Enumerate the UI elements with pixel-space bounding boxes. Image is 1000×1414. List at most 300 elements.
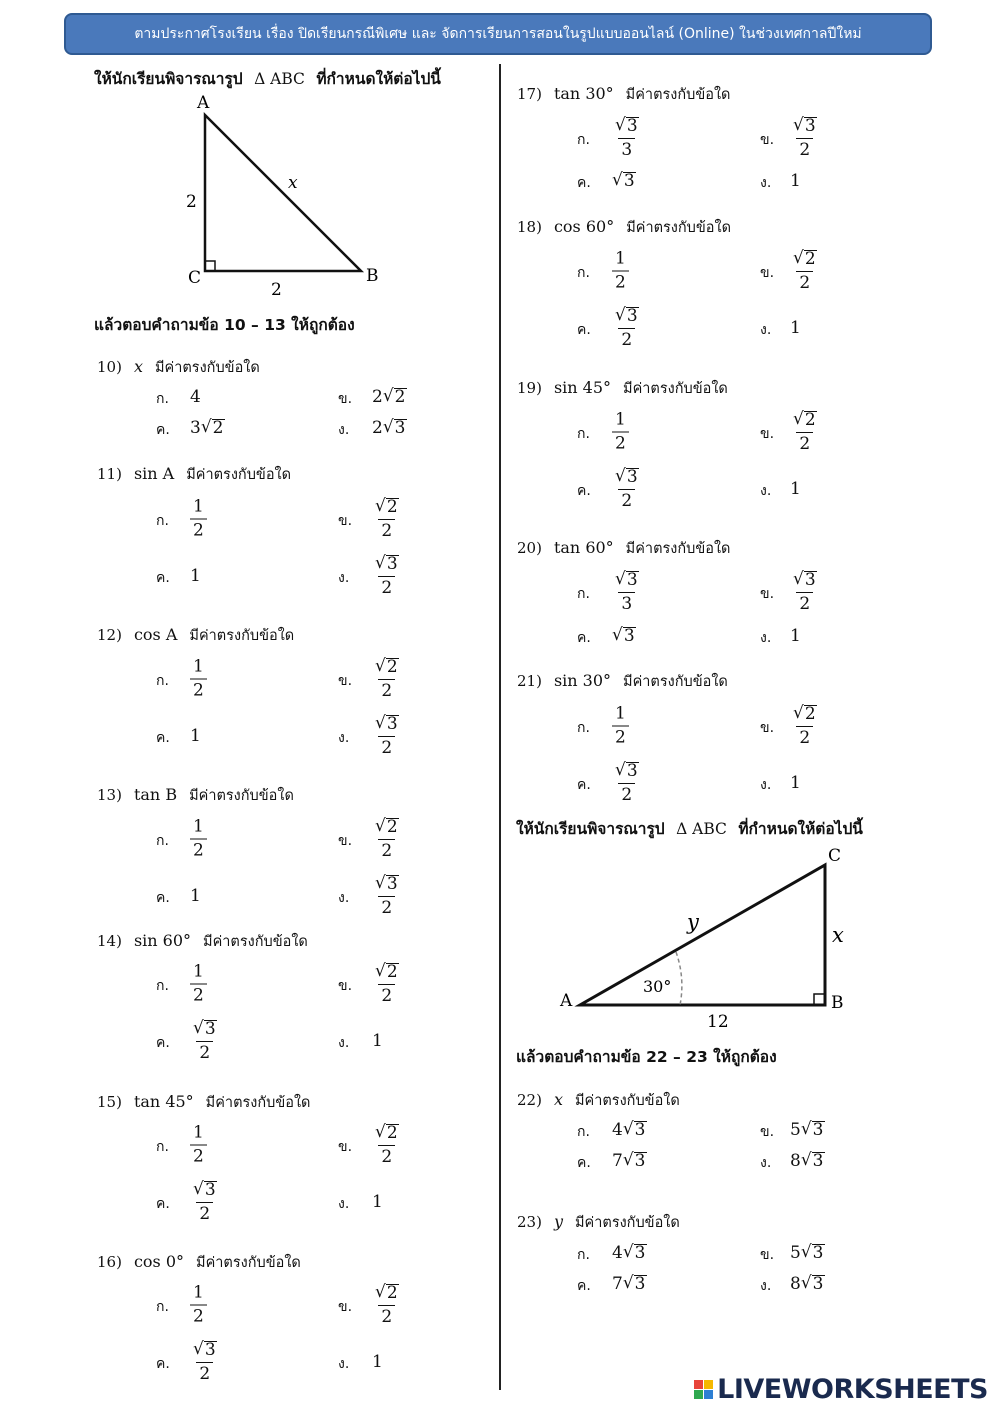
- fraction-denominator: [796, 726, 813, 747]
- denominator-number: 3: [621, 594, 633, 614]
- radicand: 3: [626, 116, 638, 136]
- choice-value: [372, 1124, 402, 1166]
- sqrt-expression: [793, 117, 817, 135]
- choice-value: [190, 1020, 220, 1062]
- question-number: 16): [97, 1253, 122, 1271]
- choice-label: ง.: [760, 1278, 772, 1294]
- denominator-number: 2: [615, 433, 626, 454]
- radicand: 2: [386, 1283, 398, 1303]
- fraction-numerator: [372, 498, 402, 519]
- fraction-denominator: [196, 1202, 213, 1223]
- fraction-denominator: [378, 839, 395, 860]
- choice-label: ก.: [577, 265, 590, 281]
- question-text: [97, 930, 308, 953]
- choice-value: [612, 248, 629, 293]
- radical-sign-icon: √: [800, 1273, 812, 1293]
- choice-label: ง.: [338, 422, 350, 438]
- numerator-number: 1: [615, 703, 626, 724]
- choice-1[interactable]: [190, 656, 207, 701]
- label-side-ac: 2: [186, 192, 197, 212]
- fraction-numerator: [190, 1282, 207, 1305]
- numerator-number: 1: [193, 961, 204, 982]
- denominator-number: 2: [381, 681, 393, 701]
- choice-1[interactable]: [612, 1243, 647, 1263]
- radicand: 3: [386, 874, 398, 894]
- radicand: 3: [626, 570, 638, 590]
- denominator-number: 2: [193, 985, 204, 1006]
- fraction: [790, 411, 820, 453]
- choice-label: ก.: [156, 1139, 169, 1155]
- choice-label: ง.: [338, 890, 350, 906]
- sqrt-expression: [193, 1020, 217, 1038]
- fraction: [612, 409, 629, 454]
- choice-label: ค.: [577, 1278, 591, 1294]
- fraction: [372, 1124, 402, 1166]
- choice-label: ง.: [338, 1196, 350, 1212]
- label-vertex-c: C: [188, 268, 202, 288]
- choice-label: ค.: [156, 1196, 170, 1212]
- fraction-numerator: [190, 1020, 220, 1041]
- choice-value: [190, 1282, 207, 1327]
- coefficient: 8: [790, 1274, 801, 1294]
- choice-value: [790, 479, 801, 499]
- choice-2[interactable]: [790, 250, 820, 292]
- angle-arc-30: [676, 952, 682, 1005]
- sqrt-expression: [375, 658, 399, 676]
- choice-4[interactable]: [790, 626, 801, 646]
- choice-3[interactable]: [612, 1274, 647, 1294]
- fraction-numerator: [372, 715, 402, 736]
- choice-label: ข.: [760, 586, 775, 602]
- fraction: [372, 963, 402, 1005]
- choice-3[interactable]: [190, 886, 201, 906]
- fraction-denominator: [796, 592, 813, 613]
- radicand: 3: [634, 1274, 646, 1294]
- denominator-number: 2: [615, 727, 626, 748]
- choice-value: [612, 1120, 647, 1140]
- question-number: 23): [517, 1213, 542, 1231]
- question-expression: sin 30°: [553, 671, 612, 690]
- choice-3[interactable]: [612, 468, 642, 510]
- question-expression: sin A: [133, 464, 175, 483]
- denominator-number: 2: [381, 898, 393, 918]
- sqrt-expression: [623, 1121, 647, 1139]
- choice-value: [372, 1352, 383, 1372]
- right-angle-marker-2: [814, 994, 825, 1005]
- fraction-denominator: [190, 679, 207, 700]
- choice-label: ข.: [760, 1124, 775, 1140]
- denominator-number: 2: [799, 728, 811, 748]
- choice-3[interactable]: [612, 762, 642, 804]
- logo-square-1: [694, 1380, 703, 1389]
- fraction: [190, 1282, 207, 1327]
- denominator-number: 2: [381, 1147, 393, 1167]
- fraction-numerator: [790, 250, 820, 271]
- label-side-ac-2: y: [687, 910, 699, 934]
- choice-label: ค.: [156, 890, 170, 906]
- fraction-numerator: [612, 248, 629, 271]
- choice-2[interactable]: [372, 498, 402, 540]
- fraction-numerator: [372, 555, 402, 576]
- fraction-denominator: [612, 726, 629, 747]
- choice-value: [612, 571, 642, 613]
- choice-4[interactable]: [372, 875, 402, 917]
- choice-4[interactable]: [372, 1192, 383, 1212]
- fraction: [190, 1020, 220, 1062]
- announcement-banner: [64, 13, 932, 55]
- sqrt-expression: [801, 1121, 825, 1139]
- triangle-figure-2: [555, 840, 855, 1035]
- coefficient: 5: [790, 1243, 801, 1263]
- fraction: [612, 468, 642, 510]
- fraction: [790, 705, 820, 747]
- numerator-number: 1: [193, 816, 204, 837]
- choice-label: ค.: [156, 730, 170, 746]
- label-side-ab-2: 12: [707, 1012, 729, 1032]
- choice-4[interactable]: [372, 715, 402, 757]
- section2-heading-post: ที่กำหนดให้ต่อไปนี้: [738, 820, 863, 838]
- fraction-denominator: [378, 1145, 395, 1166]
- question-text: [517, 377, 728, 400]
- choice-4[interactable]: [790, 1151, 825, 1171]
- choice-2[interactable]: [790, 1120, 825, 1140]
- radicand: 2: [212, 418, 224, 438]
- choice-value: [372, 715, 402, 757]
- choice-label: ง.: [338, 1035, 350, 1051]
- denominator-number: 2: [193, 840, 204, 861]
- choice-3[interactable]: [190, 726, 201, 746]
- radical-sign-icon: √: [800, 1119, 812, 1139]
- choice-value: [190, 566, 201, 586]
- choice-label: ง.: [338, 570, 350, 586]
- fraction: [790, 250, 820, 292]
- sqrt-expression: [801, 1275, 825, 1293]
- choice-label: ก.: [156, 1299, 169, 1315]
- radical-sign-icon: √: [375, 713, 386, 733]
- choice-value: [190, 1122, 207, 1167]
- fraction-denominator: [196, 1041, 213, 1062]
- choice-1[interactable]: [190, 1122, 207, 1167]
- choice-3[interactable]: [612, 307, 642, 349]
- fraction: [372, 1284, 402, 1326]
- denominator-number: 2: [381, 986, 393, 1006]
- radical-sign-icon: √: [793, 569, 804, 589]
- choice-value: [790, 117, 820, 159]
- choice-label: ข.: [760, 132, 775, 148]
- fraction-numerator: [612, 307, 642, 328]
- fraction: [612, 117, 642, 159]
- sqrt-expression: [375, 498, 399, 516]
- radicand: 2: [386, 497, 398, 517]
- question-expression: sin 45°: [553, 378, 612, 397]
- choice-number: 1: [790, 171, 801, 191]
- choice-1[interactable]: [190, 816, 207, 861]
- choice-value: [372, 818, 402, 860]
- fraction-denominator: [190, 1305, 207, 1326]
- choice-1[interactable]: [612, 409, 629, 454]
- question-expression: tan 60°: [553, 538, 614, 557]
- fraction: [372, 818, 402, 860]
- section1-instruction: [94, 312, 355, 337]
- fraction: [790, 571, 820, 613]
- question-text: [97, 1251, 301, 1274]
- fraction-denominator: [618, 489, 635, 510]
- question-prompt: มีค่าตรงกับข้อใด: [574, 1093, 680, 1109]
- choice-1[interactable]: [190, 961, 207, 1006]
- radical-sign-icon: √: [375, 656, 386, 676]
- coefficient: 8: [790, 1151, 801, 1171]
- choice-value: [372, 875, 402, 917]
- question-prompt: มีค่าตรงกับข้อใด: [626, 220, 731, 236]
- radical-sign-icon: √: [612, 170, 623, 190]
- choice-1[interactable]: [612, 117, 642, 159]
- choice-1[interactable]: [612, 571, 642, 613]
- choice-3[interactable]: [612, 172, 636, 190]
- choice-2[interactable]: [372, 658, 402, 700]
- choice-2[interactable]: [372, 963, 402, 1005]
- logo-square-3: [694, 1390, 703, 1399]
- choice-number: 1: [790, 626, 801, 646]
- choice-value: [612, 703, 629, 748]
- choice-value: [612, 1151, 647, 1171]
- denominator-number: 2: [381, 578, 393, 598]
- choice-3[interactable]: [612, 627, 636, 645]
- choice-value: [612, 1243, 647, 1263]
- radicand: 3: [634, 1243, 646, 1263]
- radicand: 3: [623, 626, 635, 646]
- choice-label: ก.: [577, 586, 590, 602]
- choice-value: [372, 1284, 402, 1326]
- fraction-denominator: [796, 138, 813, 159]
- choice-label: ก.: [156, 513, 169, 529]
- choice-3[interactable]: [612, 1151, 647, 1171]
- question-prompt: มีค่าตรงกับข้อใด: [205, 1095, 311, 1111]
- choice-3[interactable]: [190, 1341, 220, 1383]
- sqrt-expression: [375, 875, 399, 893]
- choice-label: ข.: [760, 1247, 775, 1263]
- choice-3[interactable]: [190, 1181, 220, 1223]
- choice-1[interactable]: [190, 387, 201, 407]
- question-expression: x: [553, 1090, 563, 1109]
- radicand: 2: [386, 817, 398, 837]
- fraction-denominator: [190, 839, 207, 860]
- fraction-numerator: [790, 411, 820, 432]
- choice-3[interactable]: [190, 1020, 220, 1062]
- choice-2[interactable]: [372, 818, 402, 860]
- choice-4[interactable]: [790, 171, 801, 191]
- choice-number: 1: [790, 773, 801, 793]
- label-side-bc-2: x: [832, 923, 844, 947]
- column-divider: [499, 64, 501, 1390]
- choice-label: ข.: [338, 391, 353, 407]
- denominator-number: 2: [799, 140, 811, 160]
- choice-4[interactable]: [372, 1031, 383, 1051]
- radical-sign-icon: √: [622, 1119, 634, 1139]
- choice-4[interactable]: [790, 773, 801, 793]
- sqrt-expression: [383, 388, 407, 406]
- choice-label: ค.: [156, 1356, 170, 1372]
- question-prompt: มีค่าตรงกับข้อใด: [186, 467, 292, 483]
- radicand: 2: [804, 249, 816, 269]
- choice-label: ค.: [577, 630, 591, 646]
- choice-2[interactable]: [790, 1243, 825, 1263]
- choice-label: ง.: [760, 322, 772, 338]
- denominator-number: 2: [615, 272, 626, 293]
- choice-2[interactable]: [790, 705, 820, 747]
- choice-1[interactable]: [190, 496, 207, 541]
- choice-label: ง.: [760, 175, 772, 191]
- radical-sign-icon: √: [793, 248, 804, 268]
- choice-value: [790, 773, 801, 793]
- choice-value: [612, 409, 629, 454]
- fraction: [372, 715, 402, 757]
- choice-2[interactable]: [372, 387, 407, 407]
- choice-1[interactable]: [190, 1282, 207, 1327]
- fraction-numerator: [790, 571, 820, 592]
- choice-value: [790, 318, 801, 338]
- denominator-number: 2: [193, 520, 204, 541]
- choice-1[interactable]: [612, 248, 629, 293]
- fraction-denominator: [378, 736, 395, 757]
- choice-number: 1: [190, 566, 201, 586]
- sqrt-expression: [375, 555, 399, 573]
- sqrt-expression: [793, 705, 817, 723]
- coefficient: 7: [612, 1151, 623, 1171]
- choice-value: [372, 963, 402, 1005]
- section1-heading-math: Δ ABC: [254, 70, 305, 88]
- numerator-number: 1: [193, 496, 204, 517]
- banner-text: ตามประกาศโรงเรียน เรื่อง ปิดเรียนกรณีพิเศษ และ จัดการเรียนการสอนในรูปแบบออนไลน์ (Online) ในช่วงเทศกาลปีใหม่: [134, 26, 862, 42]
- choice-value: [612, 307, 642, 349]
- question-text: [517, 1211, 680, 1234]
- question-number: 11): [97, 465, 122, 483]
- section1-instruction-text: แล้วตอบคำถามข้อ 10 – 13 ให้ถูกต้อง: [94, 316, 355, 334]
- label-vertex-b: B: [366, 266, 379, 286]
- question-prompt: มีค่าตรงกับข้อใด: [623, 381, 728, 397]
- question-text: [97, 784, 294, 807]
- fraction: [372, 658, 402, 700]
- question-text: [517, 537, 730, 560]
- fraction-denominator: [190, 1145, 207, 1166]
- choice-value: [790, 250, 820, 292]
- question-text: [97, 624, 294, 647]
- question-prompt: มีค่าตรงกับข้อใด: [196, 1255, 301, 1271]
- radicand: 3: [394, 418, 406, 438]
- fraction: [190, 496, 207, 541]
- sqrt-expression: [615, 307, 639, 325]
- question-number: 15): [97, 1093, 122, 1111]
- fraction: [190, 1181, 220, 1223]
- choice-value: [190, 1341, 220, 1383]
- fraction-denominator: [796, 271, 813, 292]
- choice-value: [790, 1274, 825, 1294]
- question-prompt: มีค่าตรงกับข้อใด: [625, 87, 731, 103]
- choice-3[interactable]: [190, 418, 225, 438]
- fraction-numerator: [190, 496, 207, 519]
- radical-sign-icon: √: [193, 1339, 204, 1359]
- question-text: [517, 1089, 680, 1112]
- choice-label: ค.: [156, 422, 170, 438]
- radical-sign-icon: √: [615, 760, 626, 780]
- choice-1[interactable]: [612, 703, 629, 748]
- triangle-figure-1: [176, 90, 396, 300]
- choice-value: [372, 1031, 383, 1051]
- choice-number: 1: [372, 1031, 383, 1051]
- choice-3[interactable]: [190, 566, 201, 586]
- denominator-number: 2: [199, 1043, 211, 1063]
- radical-sign-icon: √: [793, 703, 804, 723]
- question-expression: cos A: [133, 625, 178, 644]
- question-expression: x: [133, 357, 143, 376]
- choice-4[interactable]: [790, 479, 801, 499]
- sqrt-expression: [375, 818, 399, 836]
- fraction-numerator: [372, 963, 402, 984]
- numerator-number: 1: [193, 1122, 204, 1143]
- choice-4[interactable]: [790, 1274, 825, 1294]
- choice-value: [612, 468, 642, 510]
- choice-number: 1: [372, 1352, 383, 1372]
- choice-2[interactable]: [790, 571, 820, 613]
- choice-4[interactable]: [790, 318, 801, 338]
- sqrt-expression: [623, 1152, 647, 1170]
- choice-label: ก.: [156, 673, 169, 689]
- liveworksheets-brand: [694, 1374, 988, 1405]
- numerator-number: 1: [615, 409, 626, 430]
- choice-2[interactable]: [372, 1124, 402, 1166]
- choice-value: [190, 656, 207, 701]
- fraction: [190, 816, 207, 861]
- choice-value: [612, 172, 636, 190]
- denominator-number: 2: [381, 841, 393, 861]
- denominator-number: 2: [799, 434, 811, 454]
- fraction-denominator: [378, 896, 395, 917]
- choice-2[interactable]: [372, 1284, 402, 1326]
- sqrt-expression: [793, 411, 817, 429]
- denominator-number: 2: [381, 1307, 393, 1327]
- choice-2[interactable]: [790, 411, 820, 453]
- radical-sign-icon: √: [375, 873, 386, 893]
- sqrt-expression: [793, 571, 817, 589]
- choice-4[interactable]: [372, 418, 407, 438]
- radicand: 3: [386, 714, 398, 734]
- denominator-number: 2: [199, 1204, 211, 1224]
- question-number: 19): [517, 379, 542, 397]
- sqrt-expression: [801, 1152, 825, 1170]
- choice-number: 1: [790, 318, 801, 338]
- radical-sign-icon: √: [612, 625, 623, 645]
- radical-sign-icon: √: [382, 417, 394, 437]
- radical-sign-icon: √: [615, 466, 626, 486]
- question-prompt: มีค่าตรงกับข้อใด: [203, 934, 308, 950]
- choice-label: ค.: [156, 570, 170, 586]
- label-vertex-a: A: [197, 93, 210, 113]
- fraction-denominator: [612, 432, 629, 453]
- choice-label: ง.: [338, 730, 350, 746]
- radicand: 3: [812, 1243, 824, 1263]
- fraction-numerator: [612, 571, 642, 592]
- choice-2[interactable]: [790, 117, 820, 159]
- choice-1[interactable]: [612, 1120, 647, 1140]
- denominator-number: 2: [621, 785, 633, 805]
- fraction-numerator: [372, 658, 402, 679]
- radicand: 3: [804, 116, 816, 136]
- choice-value: [190, 726, 201, 746]
- fraction-denominator: [190, 984, 207, 1005]
- section2-heading: [516, 816, 863, 841]
- choice-4[interactable]: [372, 555, 402, 597]
- choice-4[interactable]: [372, 1352, 383, 1372]
- sqrt-expression: [201, 419, 225, 437]
